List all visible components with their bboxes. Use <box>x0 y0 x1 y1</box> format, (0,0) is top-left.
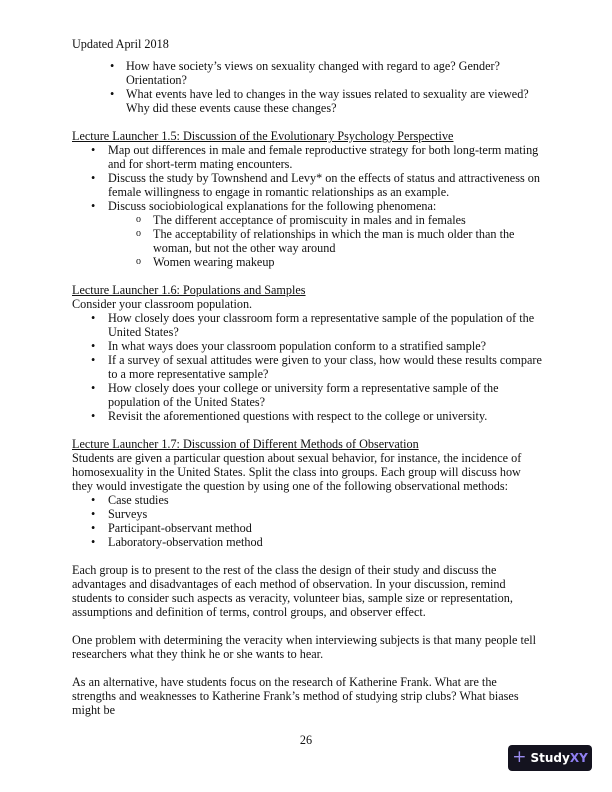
bullet-icon: • <box>91 507 96 521</box>
list-item: • How closely does your college or university form a representative sample of the population of the United States? <box>91 381 499 409</box>
bullet-icon: • <box>91 381 96 395</box>
bullet-icon: • <box>91 199 96 213</box>
section-heading: Lecture Launcher 1.7: Discussion of Different Methods of Observation <box>72 437 419 451</box>
bullet-list <box>72 143 542 213</box>
section-intro: Students are given a particular question about sexual behavior, for instance, the incidence of homosexuality in the United States. Split the class into groups. Each group will discuss how they would investigate the question by using one of the following observational methods: <box>72 451 522 493</box>
circle-bullet-icon: o <box>136 214 141 225</box>
section-intro: Consider your classroom population. <box>72 297 253 311</box>
circle-bullet-icon: o <box>136 256 141 267</box>
bullet-icon: • <box>110 87 115 101</box>
bullet-icon: • <box>91 535 96 549</box>
paragraph: Each group is to present to the rest of the class the design of their study and discuss the advantages and disadvantages of each method of observation. In your discussion, remind students to consider such aspects as veracity, volunteer bias, sample size or representation, assumptions and definition of terms, control groups, and observer effect. <box>72 563 513 619</box>
list-item: • Discuss the study by Townshend and Levy* on the effects of status and attractiveness on female willingness to engage in romantic relationships as an example. <box>91 171 540 199</box>
document-body <box>72 59 542 717</box>
bullet-icon: • <box>110 59 115 73</box>
paragraph: One problem with determining the veracity when interviewing subjects is that many people tell researchers what they think he or she wants to hear. <box>72 633 537 661</box>
intro-bullet-list <box>72 59 542 115</box>
list-item: o The different acceptance of promiscuity in males and in females <box>136 213 466 227</box>
list-item: • What events have led to changes in the way issues related to sexuality are viewed? Why did these events cause these changes? <box>110 87 529 115</box>
list-item: • Case studies <box>91 493 169 507</box>
bullet-list <box>72 311 542 423</box>
bullet-icon: • <box>91 409 96 423</box>
paragraph: As an alternative, have students focus on the research of Katherine Frank. What are the strengths and weaknesses to Katherine Frank’s method of studying strip clubs? What biases might be <box>72 675 519 717</box>
bullet-icon: • <box>91 339 96 353</box>
list-item: o Women wearing makeup <box>136 255 275 269</box>
logo-text: StudyXY <box>530 751 588 765</box>
bullet-icon: • <box>91 353 96 367</box>
list-item: • If a survey of sexual attitudes were given to your class, how would these results compare to a more representative sample? <box>91 353 542 381</box>
plus-icon: + <box>512 746 527 767</box>
list-item: • Participant-observant method <box>91 521 252 535</box>
list-item: • In what ways does your classroom population conform to a stratified sample? <box>91 339 487 353</box>
page-number: 26 <box>299 733 313 747</box>
bullet-icon: • <box>91 493 96 507</box>
section-heading: Lecture Launcher 1.6: Populations and Samples <box>72 283 306 297</box>
list-item: • Surveys <box>91 507 148 521</box>
list-item: • How closely does your classroom form a representative sample of the population of the United States? <box>91 311 535 339</box>
list-item: • Revisit the aforementioned questions with respect to the college or university. <box>91 409 488 423</box>
updated-date: Updated April 2018 <box>72 37 169 51</box>
list-item: • Map out differences in male and female reproductive strategy for both long-term mating and for short-term mating encounters. <box>91 143 539 171</box>
bullet-icon: • <box>91 171 96 185</box>
list-item: • Laboratory-observation method <box>91 535 263 549</box>
list-item: o The acceptability of relationships in which the man is much older than the woman, but not the other way around <box>136 227 515 255</box>
list-item: • Discuss sociobiological explanations for the following phenomena: <box>91 199 437 213</box>
studyxy-logo[interactable] <box>508 745 592 771</box>
circle-bullet-icon: o <box>136 228 141 239</box>
list-item: • How have society’s views on sexuality changed with regard to age? Gender? Orientation? <box>110 59 500 87</box>
bullet-list <box>72 493 542 549</box>
bullet-icon: • <box>91 143 96 157</box>
section-heading: Lecture Launcher 1.5: Discussion of the Evolutionary Psychology Perspective <box>72 129 454 143</box>
bullet-icon: • <box>91 311 96 325</box>
sub-bullet-list <box>72 213 542 269</box>
bullet-icon: • <box>91 521 96 535</box>
